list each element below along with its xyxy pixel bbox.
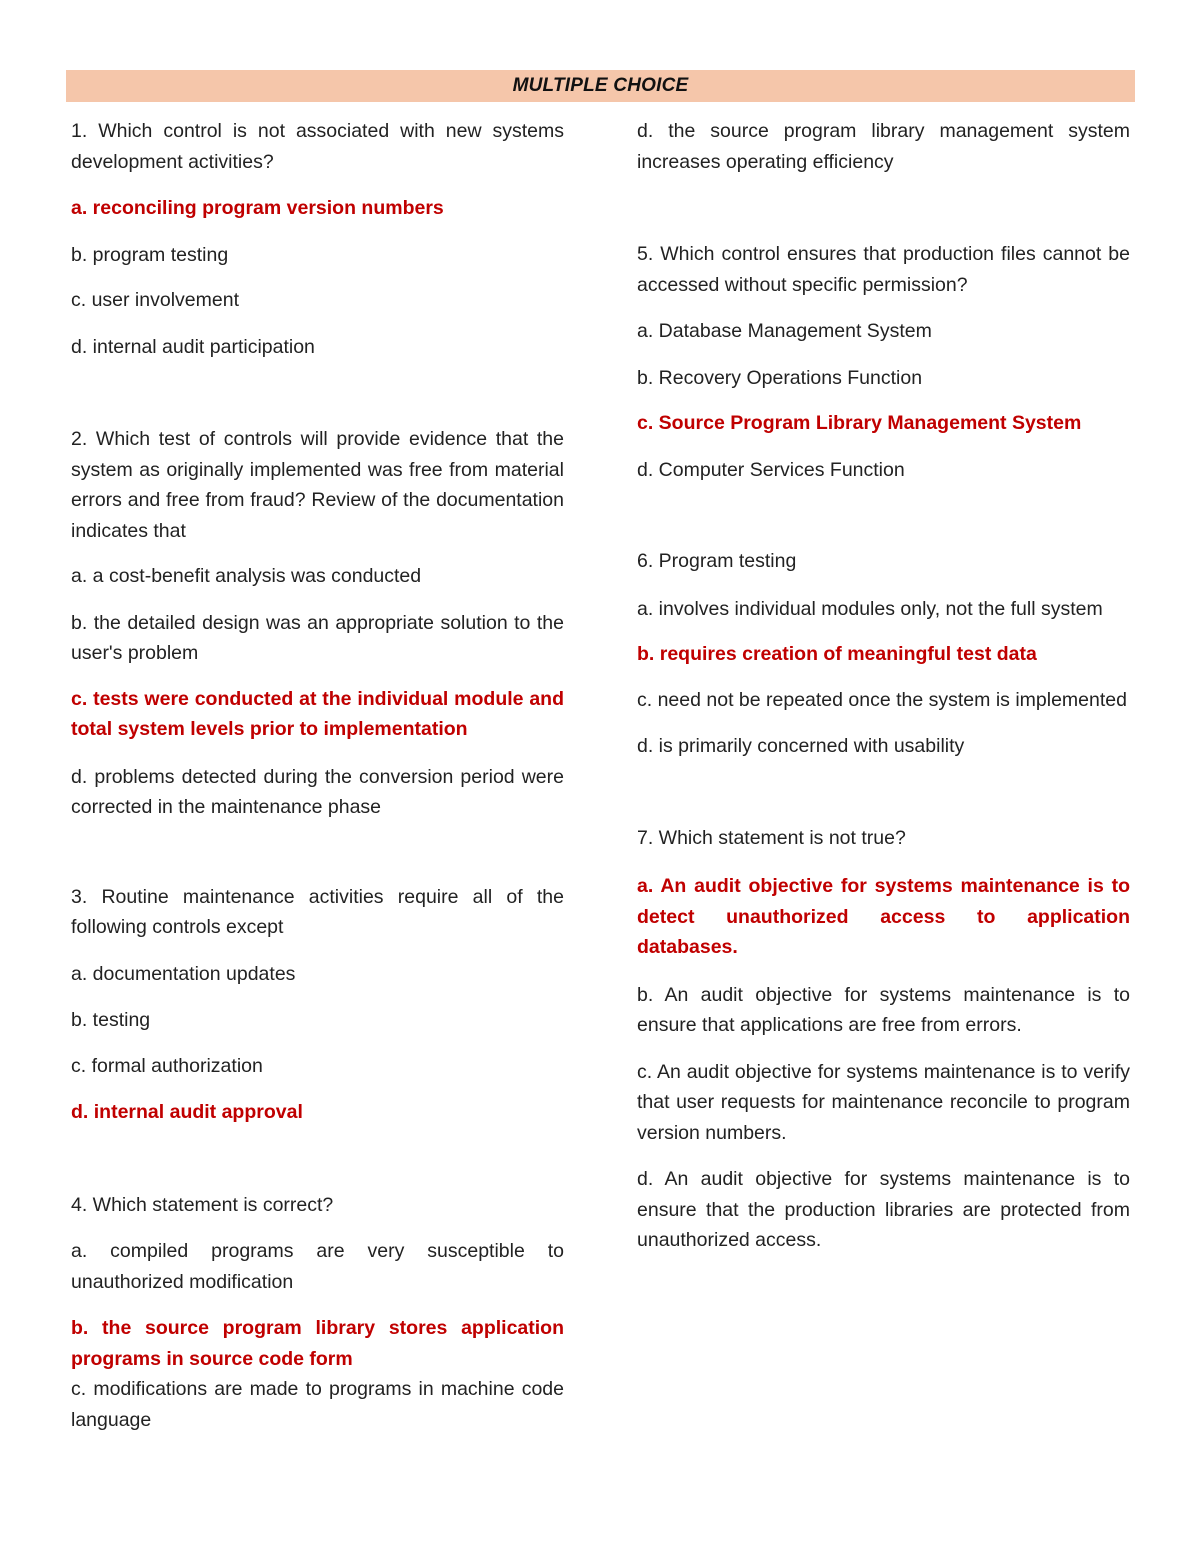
q7-option-c: c. An audit objective for systems maintenance is to verify that user requests for maintenance reconcile to program version numbers. (637, 1060, 1130, 1144)
q1-option-a-answer: a. reconciling program version numbers (71, 197, 444, 219)
question-6: 6. Program testing (637, 550, 797, 572)
q7-option-d: d. An audit objective for systems maintenance is to ensure that the production libraries are protected from unauthorized access. (637, 1168, 1130, 1251)
q7-option-b: b. An audit objective for systems maintenance is to ensure that applications are free from errors. (637, 983, 1130, 1036)
q5-option-c-answer: c. Source Program Library Management System (637, 412, 1082, 434)
q5-option-b: b. Recovery Operations Function (637, 366, 923, 389)
left-column (71, 112, 564, 1435)
q3-option-c: c. formal authorization (71, 1054, 263, 1077)
q4-option-b-answer: b. the source program library stores application programs in source code form (71, 1317, 564, 1370)
section-banner (66, 70, 1135, 102)
question-1: 1. Which control is not associated with new systems development activities? (71, 120, 564, 173)
q1-option-c: c. user involvement (71, 289, 239, 311)
section-title: MULTIPLE CHOICE (512, 75, 689, 96)
q5-option-d: d. Computer Services Function (637, 458, 905, 481)
q6-option-c: c. need not be repeated once the system is implemented (637, 688, 1127, 711)
q2-option-b: b. the detailed design was an appropriate solution to the user's problem (71, 611, 564, 664)
q3-option-a: a. documentation updates (71, 962, 296, 985)
q6-option-d: d. is primarily concerned with usability (637, 735, 965, 757)
question-2: 2. Which test of controls will provide evidence that the system as originally implemented was free from material errors and free from fraud? Review of the documentation indicates that (71, 428, 564, 542)
q2-option-c-answer: c. tests were conducted at the individual module and total system levels prior to implementation (71, 687, 564, 740)
question-5: 5. Which control ensures that production files cannot be accessed without specific permission? (637, 243, 1130, 296)
q3-option-b: b. testing (71, 1009, 151, 1031)
question-3: 3. Routine maintenance activities require all of the following controls except (71, 885, 564, 938)
question-7: 7. Which statement is not true? (637, 826, 906, 849)
q5-option-a: a. Database Management System (637, 320, 932, 342)
q2-option-a: a. a cost-benefit analysis was conducted (71, 565, 422, 587)
q4-option-a: a. compiled programs are very susceptible to unauthorized modification (71, 1240, 564, 1293)
q6-option-a: a. involves individual modules only, not the full system (637, 597, 1103, 620)
q7-option-a-answer: a. An audit objective for systems maintenance is to detect unauthorized access to application databases. (637, 875, 1130, 958)
q1-option-d: d. internal audit participation (71, 335, 315, 358)
q4-option-d: d. the source program library management system increases operating efficiency (637, 120, 1130, 173)
q4-option-c: c. modifications are made to programs in machine code language (71, 1378, 564, 1431)
question-4: 4. Which statement is correct? (71, 1193, 334, 1216)
q3-option-d-answer: d. internal audit approval (71, 1101, 303, 1123)
q2-option-d: d. problems detected during the conversion period were corrected in the maintenance phase (71, 765, 564, 818)
q1-option-b: b. program testing (71, 243, 229, 266)
right-column (637, 112, 1130, 1256)
q6-option-b-answer: b. requires creation of meaningful test data (637, 643, 1037, 665)
